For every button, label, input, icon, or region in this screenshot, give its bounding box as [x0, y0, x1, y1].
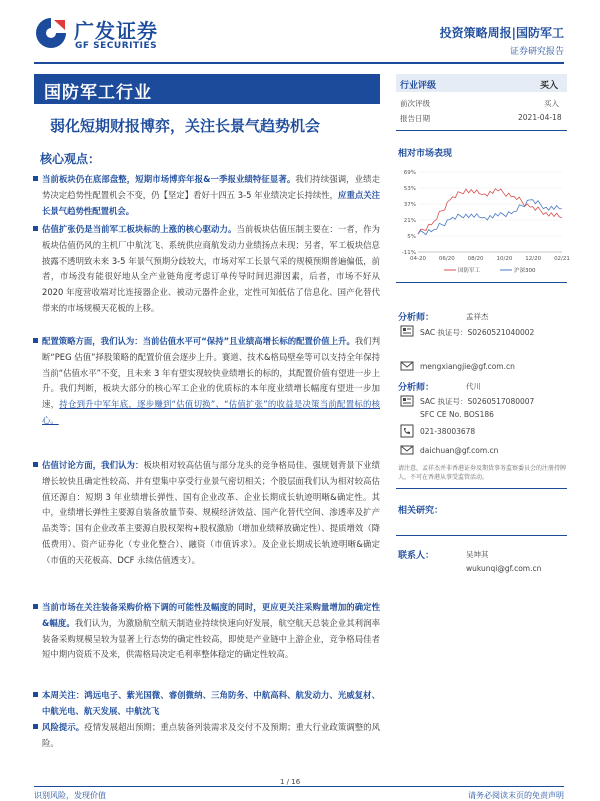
id-card-icon [400, 394, 414, 408]
footer-divider [34, 786, 564, 787]
legend-label: 沪深300 [514, 268, 536, 274]
paragraph-4: 估值讨论方面，我们认为：板块相对较高估值与部分龙头的竞争格局佳、强规划背景下业绩增长较快且确定性较高、并有望集中享受行业景气密切相关；个股层面我们认为相对较高估值还源自：短期 3 年业绩增长弹性、国有企业改革、企业长期成长轨迹明晰&确定性。其中，业绩增长弹性主要源自装备放量节奏、规模经济效益、国产化替代空间、渗透率及扩产品类等；国有企业改革主要源自股权架构+股权激励（增加业绩释放确定性）、提质增效（降低费用）、资产证券化（专业化整合）、融资（市值诉求）。及企业长期成长轨迹明晰&确定（市值的天花板高、DCF 永续估值透支）。 [42, 458, 380, 569]
x-tick-label: 06/20 [438, 256, 455, 262]
related-research-title: 相关研究： [398, 506, 444, 516]
bullet-icon [33, 604, 38, 609]
logo-text-cn: 广发证券 [74, 19, 158, 43]
contact-label: 联系人： [398, 551, 435, 561]
bullet-icon [33, 176, 38, 181]
bullet-icon [33, 226, 38, 231]
analyst-label: 分析师： [398, 313, 435, 323]
header-divider [34, 62, 564, 64]
analyst-disclaimer: 请注意，孟祥杰并非香港证券及期货事务监察委员会的注册持牌人，不可在香港从事受监管活动。 [398, 465, 567, 481]
logo-text-en: GF SECURITIES [75, 41, 158, 51]
analyst1-sac: SAC 执证号：S0260521040002 [420, 328, 535, 337]
paragraph-5: 当前市场在关注装备采购价格下调的可能性及幅度的同时，更应更关注采购量增加的确定性&幅度。我们认为，为激励航空航天制造业持续快速向好发展，航空航天总装企业其利润率装备采购规模呈较为显著上行态势的确定性较高，即使是产业链中上游企业，竞争格局佳者短中期内资质不及来，供需格局决定毛利率整体稳定的确定性较高。 [42, 600, 380, 663]
report-subtype: 证券研究报告 [509, 47, 564, 57]
bullet-icon [33, 724, 38, 729]
prev-rating-label: 前次评级 [400, 99, 430, 108]
report-date-label: 报告日期 [400, 114, 430, 123]
y-tick-label: 69% [403, 170, 416, 176]
report-headline: 弱化短期财报博弈，关注长景气趋势机会 [50, 117, 321, 135]
contact-email[interactable]: wukunqi@gf.com.cn [466, 564, 542, 573]
relative-performance-chart [396, 166, 570, 276]
y-tick-label: 37% [403, 202, 416, 208]
analyst2-phone: 021-38003678 [420, 427, 476, 436]
y-tick-label: -11% [401, 250, 416, 256]
analyst2-sfc: SFC CE No. BOS186 [420, 410, 494, 419]
x-tick-label: 02/21 [554, 256, 570, 262]
paragraph-6: 本周关注：鸿远电子、紫光国微、睿创微纳、三角防务、中航高科、航发动力、光威复材、中航光电、航天发展、中航沈飞 [42, 688, 380, 720]
prev-rating-value: 买入 [544, 99, 559, 108]
x-tick-label: 12/20 [525, 256, 542, 262]
report-type: 投资策略周报|国防军工 [439, 26, 564, 40]
email-icon [400, 359, 414, 373]
series-line-2 [418, 200, 562, 235]
x-tick-label: 04-20 [410, 256, 426, 262]
chart-title: 相对市场表现 [398, 149, 453, 159]
analyst2-name: 代川 [466, 382, 481, 391]
series-line-1 [418, 189, 562, 234]
page-number: 1 / 16 [280, 778, 301, 786]
legend-label: 国防军工 [458, 268, 481, 274]
paragraph-7: 风险提示。疫情发展超出预期；重点装备列装需求及交付不及预期；重大行业政策调整的风险。 [42, 720, 380, 752]
bullet-icon [33, 462, 38, 467]
analyst1-name: 孟祥杰 [466, 312, 489, 321]
gf-logo-icon [34, 16, 68, 50]
analyst2-sac: SAC 执证号：S0260517080007 [420, 397, 535, 406]
analyst-label-2: 分析师： [398, 383, 435, 393]
x-tick-label: 08/20 [467, 256, 484, 262]
paragraph-2: 估值扩张仍是当前军工板块标的上涨的核心驱动力。当前板块估值压制主要在：一者，作为板块估值仍风的主机厂中航沈飞、系统供应商航发动力业绩扬点未现；另者，军工板块信息披露不透明致未来 3-5 年景气预期分歧较大，市场对军工长景气采的规模预期普遍偏低，前者，市场没有能很好地从全产业链角度考虑订单传导时间迟滞因素，后者，市场不好从 2020 年度营收端对比连接器企业、被动元器件企业，定性可知低估了信息化、国产化替代带来的市场规模天花板的上移。 [42, 222, 380, 317]
footer-disclaimer: 请务必阅读末页的免责声明 [468, 791, 564, 800]
core-views-title: 核心观点： [40, 152, 101, 166]
report-date-value: 2021-04-18 [518, 113, 562, 122]
industry-title: 国防军工行业 [44, 83, 152, 103]
bullet-icon [33, 692, 38, 697]
analyst1-email[interactable]: mengxiangjie@gf.com.cn [420, 362, 515, 371]
email-icon [400, 443, 414, 457]
paragraph-1: 当前板块仍在底部盘整，短期市场博弈年报&一季报业绩特征显著。我们持续强调，业绩走势决定趋势性配置机会不变，仍【坚定】看好十四五 3-5 年业绩决定长持续性，应重点关注长景气趋势性配置机会。 [42, 172, 380, 219]
rating-divider [396, 130, 567, 131]
chart-divider [396, 282, 567, 283]
id-card-icon [400, 324, 414, 338]
x-tick-label: 10/20 [496, 256, 513, 262]
paragraph-3: 配置策略方面，我们认为：当前估值水平可“保持”且业绩高增长标的配置价值上升。我们判断“PEG 估值”择股策略的配置价值会逐步上升。赛道、技术&格局壁垒等可以支持全年保持当前“估值水平”不变，且未来 3 年有望实现较快业绩增长的标的，其配置价值有望进一步上升。我们判断，板块大部分的核心军工企业的优质标的本年度业绩增长幅度有望进一步加速，持仓到升中军年底，逐步赚到“估值切换”、“估值扩张”的收益是决策当前配置标的核心。 [42, 334, 380, 429]
analyst2-email[interactable]: daichuan@gf.com.cn [420, 446, 499, 455]
y-tick-label: 5% [407, 234, 416, 240]
footer-slogan: 识别风险，发现价值 [34, 791, 106, 800]
y-tick-label: 21% [403, 218, 416, 224]
rating-title: 行业评级 [400, 81, 437, 91]
rating-value: 买入 [540, 81, 559, 91]
research-divider [396, 535, 567, 536]
phone-icon [400, 424, 414, 438]
disclaimer-divider [396, 488, 567, 489]
contact-name: 吴坤其 [466, 550, 489, 559]
bullet-icon [33, 338, 38, 343]
y-tick-label: 53% [403, 186, 416, 192]
